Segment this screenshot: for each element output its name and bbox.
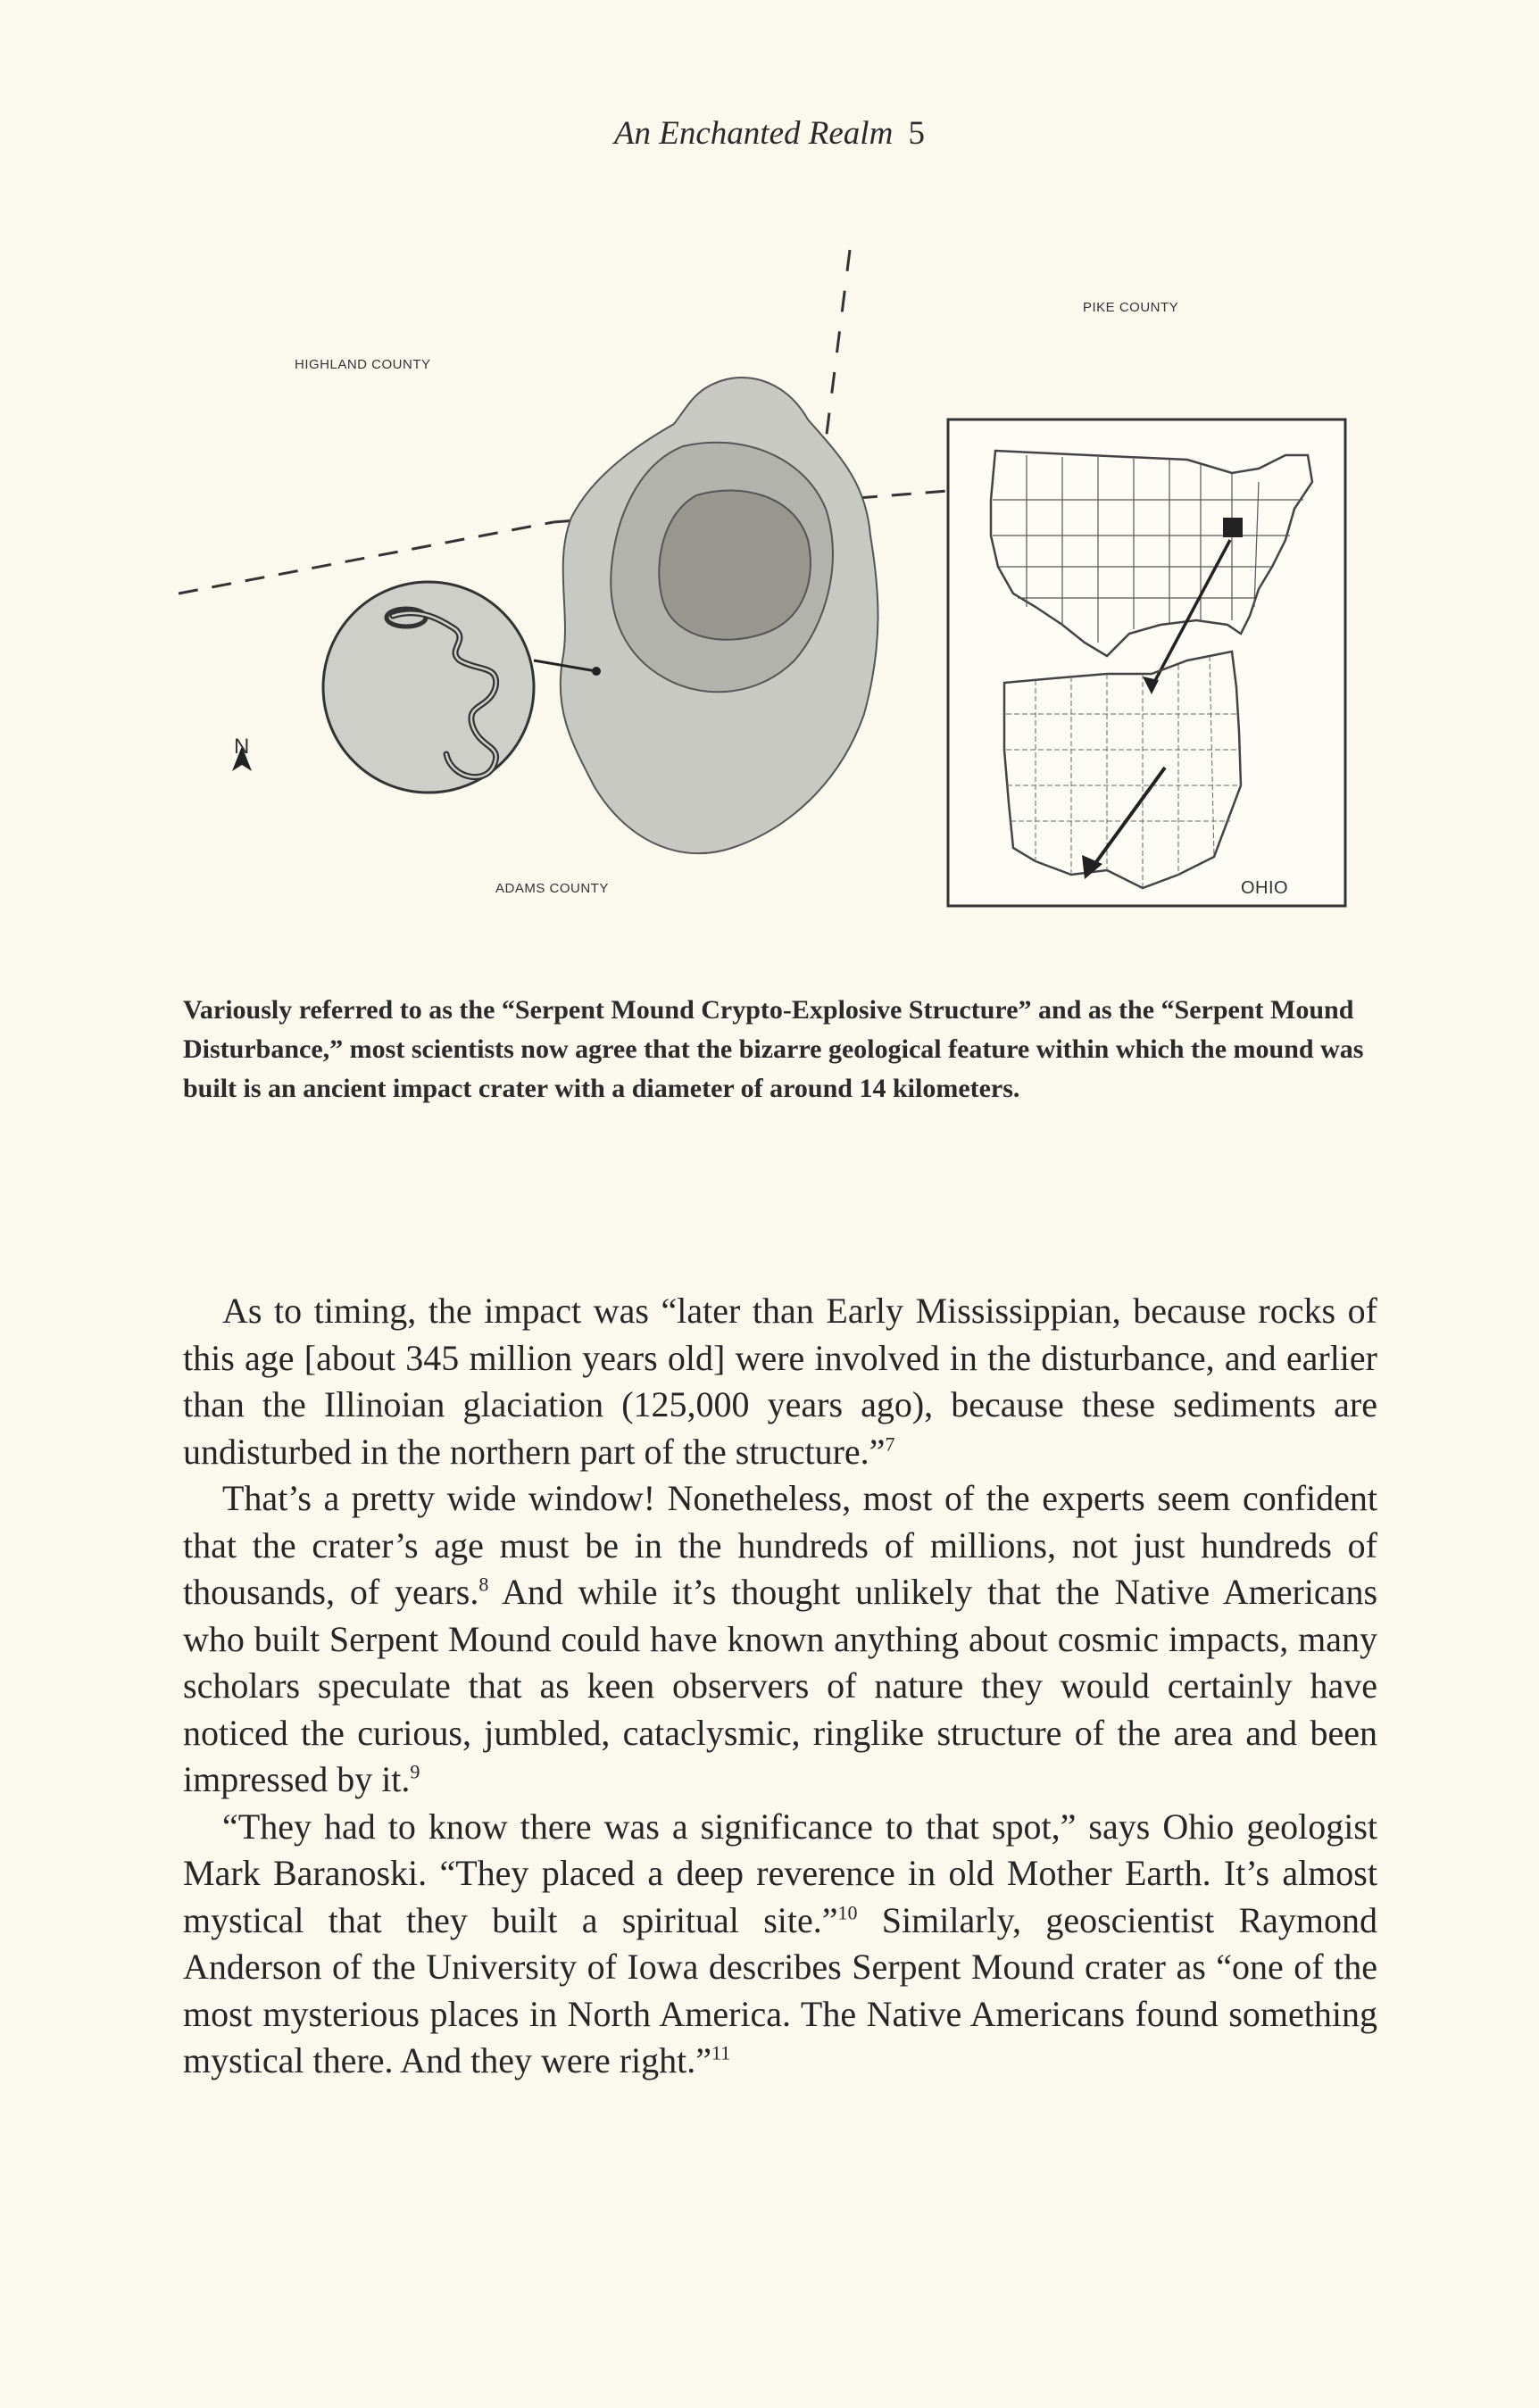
paragraph-1 bbox=[183, 1288, 1377, 1475]
paragraph-3 bbox=[183, 1804, 1377, 2085]
paragraph-2 bbox=[183, 1475, 1377, 1804]
body-text bbox=[183, 1288, 1377, 2085]
paragraph-2-text-a: That’s a pretty wide window! Nonetheless, most of the experts seem confident that the crater’s age must be in the hundreds of millions, not just hundreds of thousands, of years. bbox=[183, 1478, 1377, 1612]
footnote-ref-9: 9 bbox=[410, 1760, 420, 1783]
paragraph-2-text-b: And while it’s thought unlikely that the Native Americans who built Serpent Mound could have known anything about cosmic impacts, many scholars speculate that as keen observers of nature they would certainly have noticed the curious, jumbled, cataclysmic, ringlike structure of the area and been impressed by it. bbox=[183, 1572, 1378, 1799]
ohio-label: OHIO bbox=[1241, 878, 1289, 898]
north-label: N bbox=[234, 735, 250, 759]
page-number: 5 bbox=[908, 115, 926, 152]
highland-county-label: HIGHLAND COUNTY bbox=[295, 357, 431, 372]
pike-county-label: PIKE COUNTY bbox=[1083, 300, 1179, 315]
footnote-ref-7: 7 bbox=[885, 1432, 895, 1456]
paragraph-3-text-b: Similarly, geoscientist Raymond Anderson of the University of Iowa describes Serpent Mound crater as “one of the most mysterious places in North America. The Native Americans found something mystical there. And they were right.” bbox=[183, 1899, 1377, 2080]
crater-map-graphic bbox=[0, 214, 1539, 955]
running-head bbox=[0, 114, 1539, 153]
ohio-highlight bbox=[1223, 518, 1243, 537]
crater-map-figure bbox=[0, 214, 1539, 955]
adams-county-label: ADAMS COUNTY bbox=[495, 881, 609, 896]
location-inset-box bbox=[948, 419, 1345, 906]
inset-pointer-dot bbox=[592, 667, 601, 676]
paragraph-1-text: As to timing, the impact was “later than Early Mississippian, because rocks of this age [about 345 million years old] were involved in the disturbance, and earlier than the Illinoian glaciation (125,000 years ago), because these sediments are undisturbed in the northern part of the structure.” bbox=[183, 1291, 1377, 1472]
running-title: An Enchanted Realm bbox=[613, 115, 894, 152]
footnote-ref-11: 11 bbox=[711, 2041, 731, 2064]
inner-core bbox=[659, 490, 811, 639]
paragraph-3-text-a: “They had to know there was a significance to that spot,” says Ohio geologist Mark Baranoski. “They placed a deep reverence in old Mother Earth. It’s almost mystical that they built a spiritual site.” bbox=[183, 1806, 1377, 1940]
county-boundary-west bbox=[179, 522, 553, 594]
caption-text: Variously referred to as the “Serpent Mound Crypto-Explosive Structure” and as the “Serpent Mound Disturbance,” most scientists now agree that the bizarre geological feature within which the mound was built is an ancient impact crater with a diameter of around 14 kilometers. bbox=[183, 995, 1364, 1103]
footnote-ref-8: 8 bbox=[478, 1573, 489, 1596]
figure-caption bbox=[183, 991, 1370, 1109]
footnote-ref-10: 10 bbox=[837, 1901, 858, 1924]
